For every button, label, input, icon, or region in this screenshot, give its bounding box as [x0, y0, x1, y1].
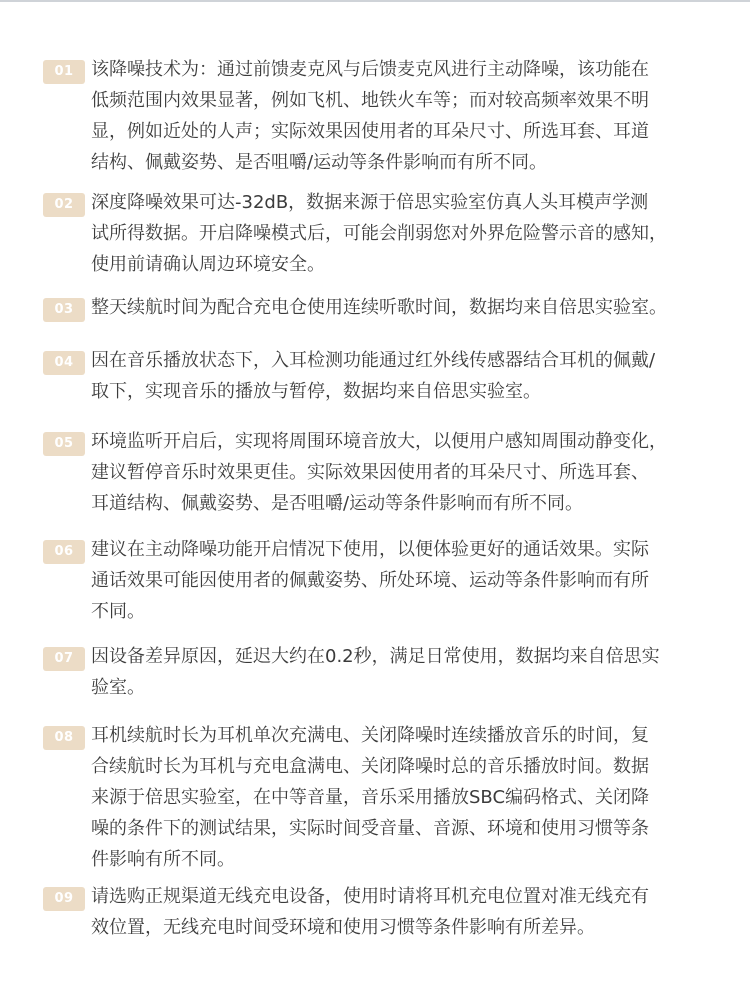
note-text: 耳机续航时长为耳机单次充满电、关闭降噪时连续播放音乐的时间，复 合续航时长为耳机与充电盒满电、关闭降噪时总的音乐播放时间。数据 来源于倍思实验室，在中等音量，音乐采用播放SBC编码格式、关闭降 噪的条件下的测试结果，实际时间受音量、音源、环境和使用习惯等条 件影响有所不同。 [91, 725, 650, 870]
note-number-badge: 01 [43, 60, 85, 84]
top-divider [0, 0, 750, 2]
note-text: 请选购正规渠道无线充电设备，使用时请将耳机充电位置对准无线充有 效位置，无线充电时间受环境和使用习惯等条件影响有所差异。 [91, 886, 649, 938]
note-number-badge: 04 [43, 351, 85, 375]
note-text: 因设备差异原因，延迟大约在0.2秒，满足日常使用，数据均来自倍思实 验室。 [91, 646, 660, 698]
note-number-badge: 07 [43, 647, 85, 671]
note-text: 因在音乐播放状态下，入耳检测功能通过红外线传感器结合耳机的佩戴/ 取下，实现音乐的播放与暂停，数据均来自倍思实验室。 [91, 350, 656, 402]
note-text: 整天续航时间为配合充电仓使用连续听歌时间，数据均来自倍思实验室。 [91, 297, 667, 318]
note-text: 深度降噪效果可达-32dB，数据来源于倍思实验室仿真人头耳模声学测 试所得数据。开启降噪模式后，可能会削弱您对外界危险警示音的感知， 使用前请确认周边环境安全。 [91, 192, 667, 275]
note-number-badge: 06 [43, 540, 85, 564]
note-text: 环境监听开启后，实现将周围环境音放大，以便用户感知周围动静变化， 建议暂停音乐时效果更佳。实际效果因使用者的耳朵尺寸、所选耳套、 耳道结构、佩戴姿势、是否咀嚼/运动等条件影响而有所不同。 [91, 431, 667, 514]
note-number-badge: 08 [43, 726, 85, 750]
note-text: 该降噪技术为：通过前馈麦克风与后馈麦克风进行主动降噪，该功能在 低频范围内效果显著，例如飞机、地铁火车等；而对较高频率效果不明 显，例如近处的人声；实际效果因使用者的耳朵尺寸、所选耳套、耳道 结构、佩戴姿势、是否咀嚼/运动等条件影响而有所不同。 [91, 59, 649, 173]
note-number-badge: 05 [43, 432, 85, 456]
note-text: 建议在主动降噪功能开启情况下使用，以便体验更好的通话效果。实际 通话效果可能因使用者的佩戴姿势、所处环境、运动等条件影响而有所 不同。 [91, 539, 649, 622]
note-number-badge: 09 [43, 887, 85, 911]
note-number-badge: 02 [43, 193, 85, 217]
note-number-badge: 03 [43, 298, 85, 322]
